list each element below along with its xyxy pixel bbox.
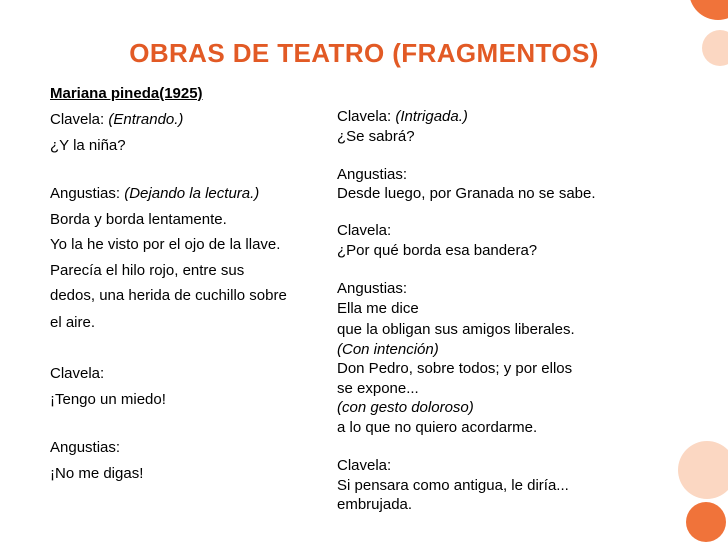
right-line-8: Ella me dice [337, 300, 419, 317]
speaker-angustias: Angustias: [50, 185, 121, 202]
stage-direction: (Con intención) [337, 341, 439, 358]
right-line-13 [337, 399, 474, 416]
stage-direction: (Intrigada.) [395, 108, 468, 125]
left-line-8: el aire. [50, 314, 96, 331]
stage-direction: (Dejando la lectura.) [124, 185, 260, 202]
decorative-circle-top-large [689, 0, 728, 20]
left-line-5: Yo la he visto por el ojo de la llave. [50, 236, 281, 253]
right-line-3: Angustias: [337, 166, 408, 183]
right-line-10 [337, 341, 439, 358]
right-line-1 [337, 108, 468, 125]
left-line-12: ¡No me digas! [50, 465, 144, 482]
left-line-4: Borda y borda lentamente. [50, 211, 227, 228]
right-line-11: Don Pedro, sobre todos; y por ellos [337, 360, 573, 377]
decorative-circle-bottom-dark [686, 502, 726, 542]
left-line-6: Parecía el hilo rojo, entre sus [50, 262, 245, 279]
right-line-5: Clavela: [337, 222, 392, 239]
right-line-6: ¿Por qué borda esa bandera? [337, 242, 538, 259]
left-line-2: ¿Y la niña? [50, 137, 126, 154]
left-line-3 [50, 185, 259, 202]
right-line-17: embrujada. [337, 496, 413, 513]
right-line-9: que la obligan sus amigos liberales. [337, 321, 575, 338]
stage-direction: (con gesto doloroso) [337, 399, 474, 416]
stage-direction: (Entrando.) [108, 111, 184, 128]
decorative-circle-bottom-light [678, 441, 728, 499]
left-line-7: dedos, una herida de cuchillo sobre [50, 287, 287, 304]
left-line-11: Angustias: [50, 439, 121, 456]
left-line-10: ¡Tengo un miedo! [50, 391, 166, 408]
right-line-15: Clavela: [337, 457, 392, 474]
right-line-7: Angustias: [337, 280, 408, 297]
speaker-clavela: Clavela: [50, 111, 105, 128]
left-line-9: Clavela: [50, 365, 105, 382]
right-line-16: Si pensara como antigua, le diría... [337, 477, 569, 494]
right-line-12: se expone... [337, 380, 419, 397]
play-heading: Mariana pineda(1925) [50, 85, 203, 102]
right-line-4: Desde luego, por Granada no se sabe. [337, 185, 596, 202]
left-line-1 [50, 111, 183, 128]
slide-title: OBRAS DE TEATRO (FRAGMENTOS) [129, 38, 599, 68]
right-line-2: ¿Se sabrá? [337, 128, 415, 145]
right-line-14: a lo que no quiero acordarme. [337, 419, 538, 436]
speaker-clavela: Clavela: [337, 108, 392, 125]
